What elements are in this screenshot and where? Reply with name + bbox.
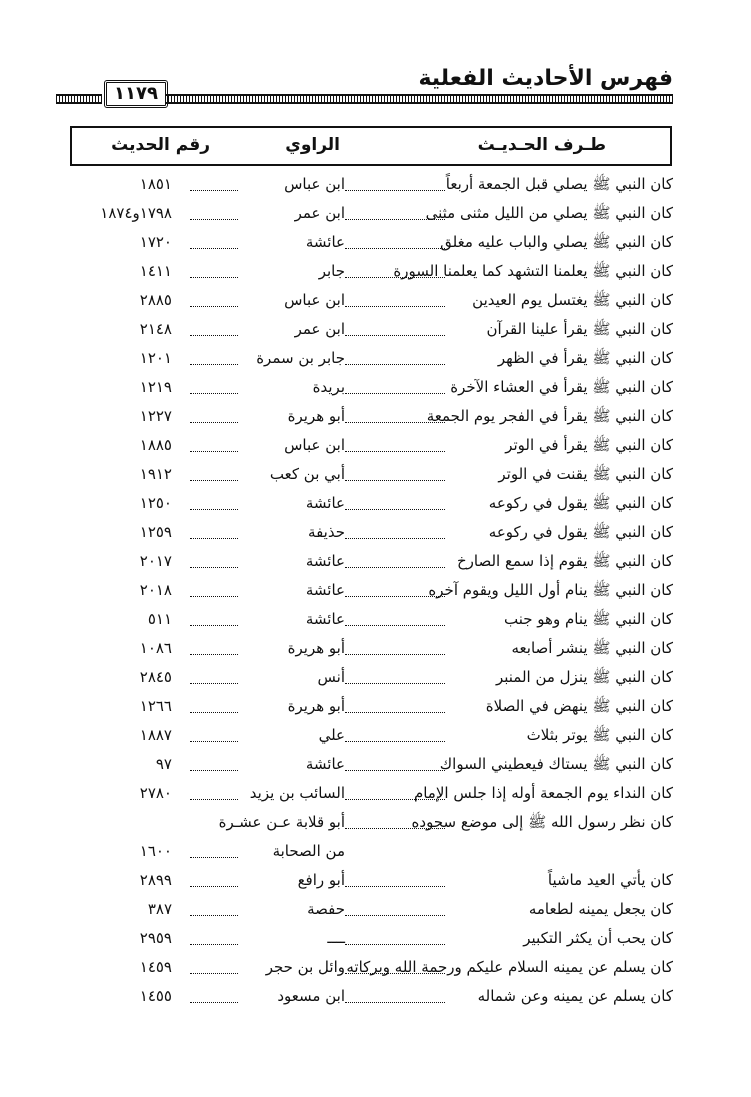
- dot-leader: [345, 190, 445, 191]
- narrator-name: عائشة: [305, 233, 345, 251]
- dot-leader: [190, 886, 238, 887]
- dot-leader: [345, 915, 445, 916]
- page-title: فهرس الأحاديث الفعلية: [418, 66, 673, 91]
- narrator-name: أبو هريرة: [287, 407, 345, 425]
- hadith-text: كان يأتي العيد ماشياً: [547, 871, 673, 889]
- hadith-number: ١٢٥٩: [139, 523, 172, 541]
- narrator-name: ابن عباس: [284, 175, 345, 193]
- narrator-name: من الصحابة: [272, 842, 345, 860]
- hadith-text: كان النبي ﷺ يقرأ علينا القرآن: [486, 320, 673, 338]
- table-row: [0, 607, 751, 636]
- table-row: [0, 636, 751, 665]
- narrator-name: ابن عمر: [294, 320, 345, 338]
- hadith-number: ٢٠١٨: [139, 581, 172, 599]
- narrator-name: وائل بن حجر: [265, 958, 345, 976]
- dot-leader: [190, 248, 238, 249]
- dot-leader: [190, 480, 238, 481]
- dot-leader: [190, 683, 238, 684]
- hadith-text: كان النبي ﷺ يقرأ في الظهر: [497, 349, 673, 367]
- column-header-hadith: طـرف الحـديـث: [477, 135, 606, 155]
- dot-leader: [190, 654, 238, 655]
- narrator-name: أبي بن كعب: [269, 465, 345, 483]
- hadith-number: ١٨٨٥: [139, 436, 172, 454]
- hadith-text: كان يجعل يمينه لطعامه: [528, 900, 673, 918]
- narrator-name: عائشة: [305, 755, 345, 773]
- table-row: [0, 926, 751, 955]
- hadith-number: ٩٧: [155, 755, 172, 773]
- table-row: [0, 201, 751, 230]
- narrator-name: ابن عباس: [284, 291, 345, 309]
- hadith-text: كان النبي ﷺ يصلي قبل الجمعة أربعاً: [445, 175, 673, 193]
- narrator-name: ابن عمر: [294, 204, 345, 222]
- narrator-name: ــــ: [327, 929, 345, 947]
- hadith-number: ٢٨٨٥: [139, 291, 172, 309]
- hadith-text: كان النبي ﷺ يوتر بثلاث: [526, 726, 673, 744]
- hadith-text: كان النبي ﷺ يقرأ في الفجر يوم الجمعة: [426, 407, 673, 425]
- narrator-name: ابن مسعود: [277, 987, 345, 1005]
- hadith-text: كان النبي ﷺ ينام أول الليل ويقوم آخره: [428, 581, 673, 599]
- dot-leader: [190, 741, 238, 742]
- hadith-number: ٢٩٥٩: [139, 929, 172, 947]
- table-row: [0, 752, 751, 781]
- dot-leader: [345, 770, 445, 771]
- hadith-text: كان النبي ﷺ ينزل من المنبر: [495, 668, 673, 686]
- hadith-number: ١٢٢٧: [139, 407, 172, 425]
- hadith-number: ١٢٦٦: [139, 697, 172, 715]
- narrator-name: بريدة: [312, 378, 345, 396]
- hadith-text: كان يحب أن يكثر التكبير: [523, 929, 673, 947]
- hadith-text: كان النبي ﷺ يقنت في الوتر: [498, 465, 673, 483]
- dot-leader: [345, 741, 445, 742]
- table-row: [0, 984, 751, 1013]
- hadith-text: كان النبي ﷺ يصلي والباب عليه مغلق: [440, 233, 673, 251]
- table-row: [0, 317, 751, 346]
- narrator-name: حفصة: [307, 900, 345, 918]
- narrator-name: أبو رافع: [297, 871, 345, 889]
- dot-leader: [190, 712, 238, 713]
- table-row: [0, 781, 751, 810]
- hadith-number: ١٤٥٩: [139, 958, 172, 976]
- narrator-name: جابر: [318, 262, 345, 280]
- narrator-name: عائشة: [305, 610, 345, 628]
- narrator-name: عائشة: [305, 494, 345, 512]
- hadith-number: ١٩١٢: [139, 465, 172, 483]
- table-row: [0, 665, 751, 694]
- dot-leader: [190, 219, 238, 220]
- table-row: [0, 955, 751, 984]
- table-row: [0, 491, 751, 520]
- hadith-number: ١٤٥٥: [139, 987, 172, 1005]
- table-row: [0, 549, 751, 578]
- dot-leader: [190, 451, 238, 452]
- table-row: [0, 694, 751, 723]
- dot-leader: [190, 944, 238, 945]
- hadith-number: ٢١٤٨: [139, 320, 172, 338]
- hadith-number: ٢٨٤٥: [139, 668, 172, 686]
- table-row: [0, 723, 751, 752]
- hadith-number: ١٨٨٧: [139, 726, 172, 744]
- dot-leader: [190, 335, 238, 336]
- column-header-narrator: الراوي: [285, 135, 340, 155]
- dot-leader: [190, 393, 238, 394]
- hadith-text: كان النبي ﷺ ينشر أصابعه: [511, 639, 673, 657]
- dot-leader: [190, 596, 238, 597]
- dot-leader: [345, 654, 445, 655]
- index-table-body: [0, 172, 751, 1013]
- narrator-name: ابن عباس: [284, 436, 345, 454]
- dot-leader: [345, 393, 445, 394]
- dot-leader: [190, 277, 238, 278]
- hadith-number: ٢٠١٧: [139, 552, 172, 570]
- table-row: [0, 288, 751, 317]
- dot-leader: [345, 567, 445, 568]
- dot-leader: [345, 625, 445, 626]
- hadith-number: ١٨٥١: [139, 175, 172, 193]
- hadith-number: ٢٨٩٩: [139, 871, 172, 889]
- narrator-name: أبو هريرة: [287, 639, 345, 657]
- table-row: [0, 897, 751, 926]
- narrator-name: السائب بن يزيد: [249, 784, 345, 802]
- hadith-number: ١٦٠٠: [139, 842, 172, 860]
- dot-leader: [345, 1002, 445, 1003]
- dot-leader: [190, 799, 238, 800]
- dot-leader: [345, 335, 445, 336]
- table-row: [0, 868, 751, 897]
- hadith-number: ١٢٠١: [139, 349, 172, 367]
- header-rule: [165, 94, 673, 104]
- table-row: [0, 404, 751, 433]
- hadith-number: ٣٨٧: [147, 900, 172, 918]
- hadith-text: كان النبي ﷺ يقرأ في العشاء الآخرة: [450, 378, 673, 396]
- hadith-text: كان يسلم عن يمينه وعن شماله: [477, 987, 673, 1005]
- dot-leader: [190, 306, 238, 307]
- dot-leader: [190, 422, 238, 423]
- hadith-text: كان النبي ﷺ يقوم إذا سمع الصارخ: [456, 552, 673, 570]
- hadith-number: ١٢٥٠: [139, 494, 172, 512]
- dot-leader: [345, 364, 445, 365]
- dot-leader: [190, 1002, 238, 1003]
- table-row: [0, 433, 751, 462]
- table-row: [0, 172, 751, 201]
- dot-leader: [190, 973, 238, 974]
- hadith-text: كان النبي ﷺ يغتسل يوم العيدين: [472, 291, 673, 309]
- hadith-text: كان النداء يوم الجمعة أوله إذا جلس الإمام: [413, 784, 673, 802]
- narrator-name: جابر بن سمرة: [256, 349, 345, 367]
- hadith-text: كان النبي ﷺ يقول في ركوعه: [488, 523, 673, 541]
- hadith-text: كان النبي ﷺ يقرأ في الوتر: [505, 436, 673, 454]
- dot-leader: [345, 248, 445, 249]
- hadith-number: ١٧٩٨و١٨٧٤: [100, 204, 172, 222]
- table-row: [0, 578, 751, 607]
- hadith-text: كان النبي ﷺ ينام وهو جنب: [504, 610, 673, 628]
- dot-leader: [190, 567, 238, 568]
- dot-leader: [190, 509, 238, 510]
- hadith-number: ٥١١: [147, 610, 172, 628]
- table-row: [0, 375, 751, 404]
- narrator-name: عائشة: [305, 552, 345, 570]
- hadith-text: كان النبي ﷺ يستاك فيعطيني السواك: [439, 755, 673, 773]
- hadith-text: كان النبي ﷺ ينهض في الصلاة: [485, 697, 673, 715]
- dot-leader: [190, 915, 238, 916]
- dot-leader: [345, 683, 445, 684]
- dot-leader: [345, 886, 445, 887]
- hadith-number: ١٤١١: [139, 262, 172, 280]
- narrator-name: علي: [318, 726, 345, 744]
- hadith-text: كان النبي ﷺ يعلمنا التشهد كما يعلمنا السورة: [393, 262, 673, 280]
- hadith-text: كان النبي ﷺ يصلي من الليل مثنى مثنى: [425, 204, 673, 222]
- dot-leader: [190, 770, 238, 771]
- dot-leader: [190, 857, 238, 858]
- header-rule-left: [56, 94, 102, 104]
- narrator-name: أنس: [317, 668, 345, 686]
- column-header-number: رقم الحديث: [111, 135, 210, 155]
- page-number: ١١٧٩: [104, 80, 168, 108]
- narrator-name: حذيفة: [308, 523, 345, 541]
- table-row: [0, 462, 751, 491]
- hadith-text: كان يسلم عن يمينه السلام عليكم ورحمة الله وبركاته: [346, 958, 673, 976]
- dot-leader: [345, 944, 445, 945]
- narrator-name: أبو قلابة عـن عشـرة: [218, 813, 345, 831]
- dot-leader: [345, 509, 445, 510]
- table-row: [0, 230, 751, 259]
- dot-leader: [345, 538, 445, 539]
- hadith-number: ١٢١٩: [139, 378, 172, 396]
- dot-leader: [345, 306, 445, 307]
- hadith-text: كان النبي ﷺ يقول في ركوعه: [488, 494, 673, 512]
- table-header: [70, 126, 672, 166]
- hadith-number: ١٠٨٦: [139, 639, 172, 657]
- table-row: [0, 810, 751, 839]
- dot-leader: [190, 625, 238, 626]
- dot-leader: [345, 451, 445, 452]
- hadith-text: كان نظر رسول الله ﷺ إلى موضع سجوده: [411, 813, 673, 831]
- narrator-name: أبو هريرة: [287, 697, 345, 715]
- hadith-number: ٢٧٨٠: [139, 784, 172, 802]
- dot-leader: [190, 538, 238, 539]
- narrator-name: عائشة: [305, 581, 345, 599]
- hadith-number: ١٧٢٠: [139, 233, 172, 251]
- table-row: [0, 259, 751, 288]
- dot-leader: [345, 480, 445, 481]
- dot-leader: [345, 712, 445, 713]
- table-row: [0, 346, 751, 375]
- table-row: [0, 839, 751, 868]
- table-row: [0, 520, 751, 549]
- dot-leader: [190, 364, 238, 365]
- dot-leader: [190, 190, 238, 191]
